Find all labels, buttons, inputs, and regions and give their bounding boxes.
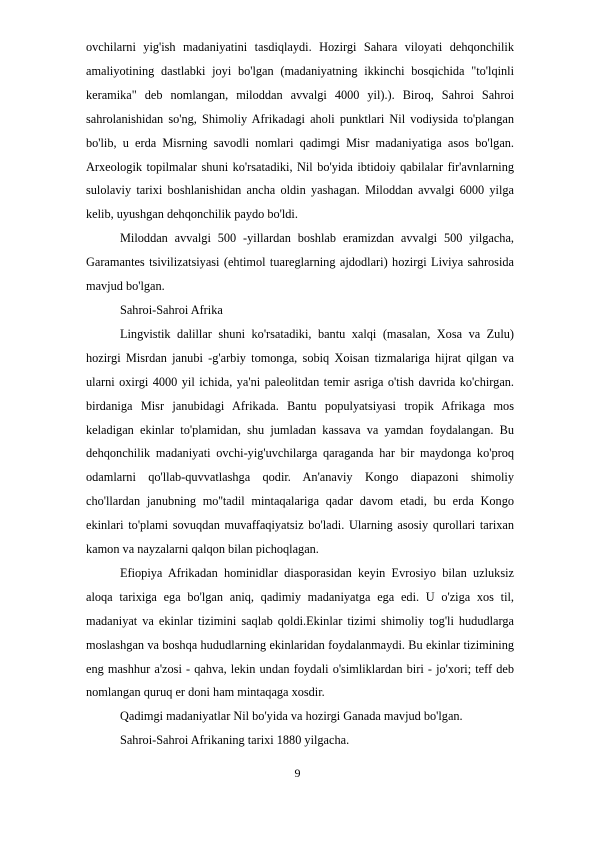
line-ancient-cultures: Qadimgi madaniyatlar Nil bo'yida va hozirgi Ganada mavjud bo'lgan. [120, 709, 463, 724]
line-history-until-1880: Sahroi-Sahroi Afrikaning tarixi 1880 yilgacha. [120, 733, 350, 748]
page-number: 9 [294, 766, 301, 780]
paragraph-bantu-migration: Lingvistik dalillar shuni ko'rsatadiki, bantu xalqi (masalan, Xosa va Zulu) hozirgi Misrdan janubi -g'arbiy tomonga, sobiq Xoisan tizmalariga hijrat qilgan va ularni oxirgi 4000 yil ichida, ya'ni paleolitdan temir asriga o'tish davrida ko'chirgan. birdaniga Misr janubidagi Afrikada. Bantu populyatsiyasi tropik Afrikaga mos keladigan ekinlar to'plamidan, shu jumladan kassava va yamdan foydalangan. Bu dehqonchilik madaniyati ovchi-yig'uvchilarga qaraganda har bir maydonga ko'proq odamlarni qo'llab-quvvatlashga qodir. An'anaviy Kongo diapazoni shimoliy cho'llardan janubning mo''tadil mintaqalariga qadar davom etadi, bu erda Kongo ekinlari to'plami sovuqdan muvaffaqiyatsiz bo'ladi. Ularning asosiy qurollari tarixan kamon va nayzalarni qalqon bilan pichoqlagan. [86, 326, 514, 557]
paragraph-sahara-origins: ovchilarni yig'ish madaniyatini tasdiqlaydi. Hozirgi Sahara viloyati dehqonchilik amaliyotining dastlabki joyi bo'lgan (madaniyatning ikkinchi bosqichida "to'lqinli keramika" deb nomlangan, miloddan avvalgi 4000 yil).). Biroq, Sahroi Sahroi sahrolanishidan so'ng, Shimoliy Afrikadagi aholi punktlari Nil vodiysida to'plangan bo'lib, u erda Misrning savodli nomlari qadimgi Misr madaniyatiga asos bo'lgan. Arxeologik topilmalar shuni ko'rsatadiki, Nil bo'yida ibtidoiy qabilalar fir'avnlarning sulolaviy tarixi boshlanishidan ancha oldin yashagan. Miloddan avvalgi 6000 yilga kelib, uyushgan dehqonchilik paydo bo'ldi. [86, 40, 514, 222]
paragraph-garamantes: Miloddan avvalgi 500 -yillardan boshlab eramizdan avvalgi 500 yilgacha, Garamantes tsivilizatsiyasi (ehtimol tuareglarning ajdodlari) hozirgi Liviya sahrosida mavjud bo'lgan. [86, 231, 514, 294]
section-heading-sub-saharan-africa: Sahroi-Sahroi Afrika [120, 302, 223, 317]
paragraph-ethiopia: Efiopiya Afrikadan hominidlar diasporasidan keyin Evrosiyo bilan uzluksiz aloqa tarixiga ega bo'lgan aniq, qadimiy madaniyatga ega edi. U o'ziga xos til, madaniyat va ekinlar tizimini saqlab qoldi.Ekinlar tizimi shimoliy tog'li hududlarga moslashgan va boshqa hududlarning ekinlaridan foydalanmaydi. Bu ekinlar tizimining eng mashhur a'zosi - qahva, lekin undan foydali o'simliklardan biri - jo'xori; teff deb nomlangan quruq er doni ham mintaqaga xosdir. [86, 565, 514, 700]
document-page [86, 36, 514, 753]
